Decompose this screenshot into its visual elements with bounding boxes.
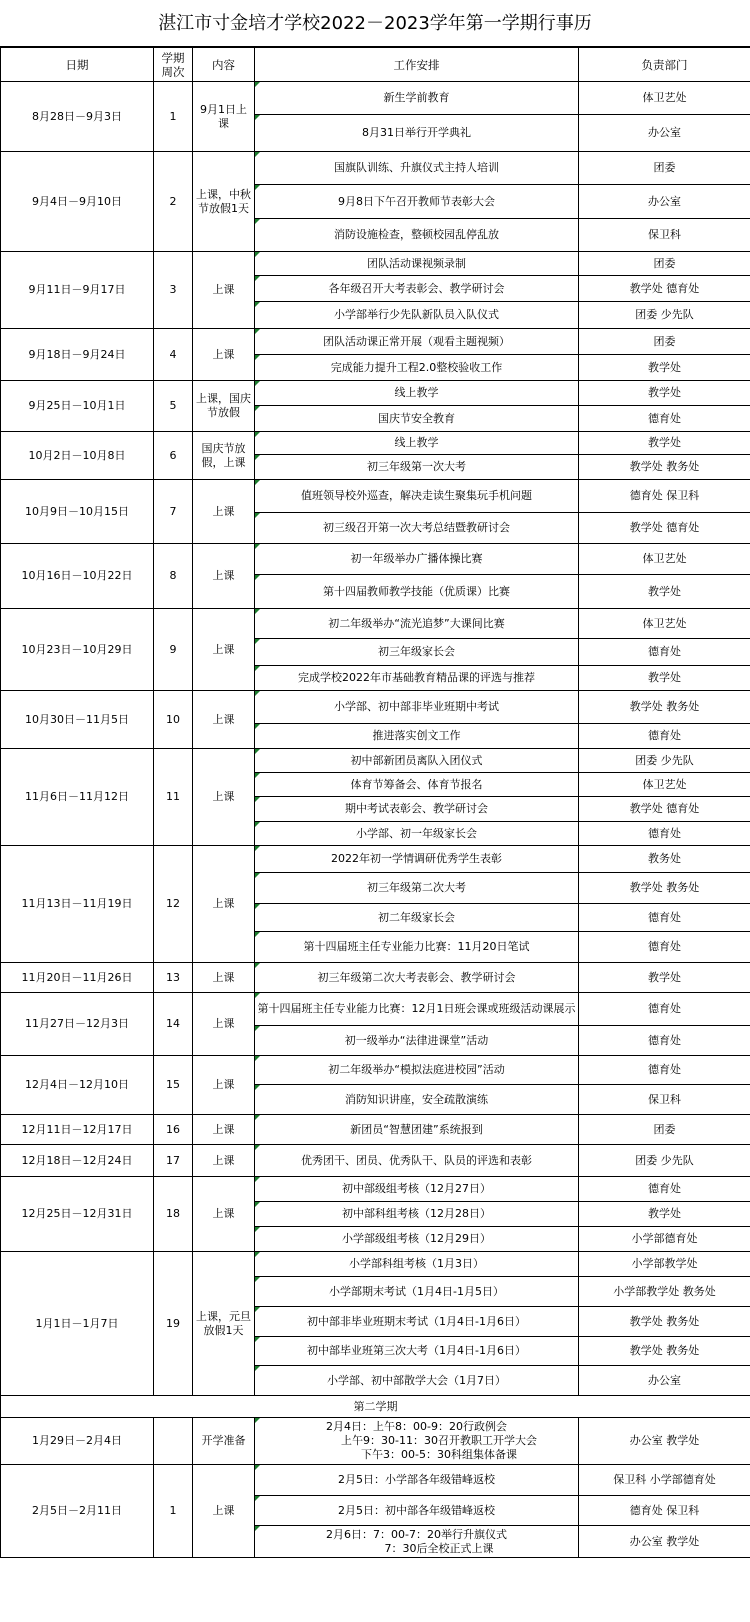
date-cell: 10月23日－10月29日 (1, 609, 154, 691)
content-cell: 上课 (193, 1115, 255, 1145)
content-cell: 上课 (193, 1465, 255, 1558)
task-cell: 新团员“智慧团建”系统报到 (255, 1115, 579, 1145)
table-row (1, 1145, 750, 1177)
table-row (1, 963, 750, 993)
dept-cell: 德育处 (579, 822, 750, 846)
content-cell: 上课 (193, 993, 255, 1056)
dept-cell: 教学处 (579, 963, 750, 993)
week-cell: 10 (154, 691, 193, 749)
task-cell (255, 1526, 579, 1558)
content-cell: 9月1日上课 (193, 82, 255, 152)
task-cell: 小学部科组考核（1月3日） (255, 1252, 579, 1277)
task-cell: 完成能力提升工程2.0整校验收工作 (255, 355, 579, 381)
task-cell: 2月5日：初中部各年级错峰返校 (255, 1496, 579, 1526)
dept-cell: 办公室 (579, 115, 750, 152)
task-cell: 初二年级举办“模拟法庭进校园”活动 (255, 1056, 579, 1085)
dept-cell: 保卫科 (579, 219, 750, 252)
dept-cell: 团委 少先队 (579, 302, 750, 329)
dept-cell: 教学处 (579, 355, 750, 381)
task-cell: 初一级举办“法律进课堂”活动 (255, 1026, 579, 1056)
semester2-label: 第二学期 (1, 1396, 750, 1418)
date-cell: 11月20日－11月26日 (1, 963, 154, 993)
table-row (1, 1465, 750, 1496)
dept-cell: 德育处 (579, 639, 750, 666)
table-row (1, 846, 750, 873)
dept-cell: 德育处 (579, 1056, 750, 1085)
content-cell: 上课 (193, 1056, 255, 1115)
content-cell: 上课，国庆节放假 (193, 381, 255, 432)
task-cell: 初中部新团员离队入团仪式 (255, 749, 579, 773)
task-cell: 初三年级第一次大考 (255, 455, 579, 480)
content-cell: 上课 (193, 480, 255, 544)
dept-cell: 办公室 (579, 1366, 750, 1396)
week-cell: 9 (154, 609, 193, 691)
dept-cell: 德育处 保卫科 (579, 1496, 750, 1526)
task-cell: 初中部科组考核（12月28日） (255, 1202, 579, 1227)
task-cell: 团队活动课正常开展（观看主题视频） (255, 329, 579, 355)
content-cell: 上课 (193, 963, 255, 993)
task-line: 下午3：00-5：30科组集体备课 (361, 1448, 517, 1461)
week-cell: 5 (154, 381, 193, 432)
table-row (1, 1252, 750, 1277)
dept-cell: 保卫科 小学部德育处 (579, 1465, 750, 1496)
task-line: 上午9：30-11：30召开教职工开学大会 (341, 1434, 537, 1447)
task-cell: 初中部非毕业班期末考试（1月4日-1月6日） (255, 1307, 579, 1337)
week-cell: 17 (154, 1145, 193, 1177)
task-cell: 完成学校2022年市基础教育精品课的评选与推荐 (255, 666, 579, 691)
task-cell: 各年级召开大考表彰会、教学研讨会 (255, 276, 579, 302)
task-cell: 9月8日下午召开教师节表彰大会 (255, 185, 579, 219)
header-date: 日期 (1, 48, 154, 82)
date-cell: 9月4日－9月10日 (1, 152, 154, 252)
dept-cell: 教学处 教务处 (579, 1337, 750, 1366)
table-row (1, 82, 750, 115)
content-cell: 上课 (193, 691, 255, 749)
dept-cell: 德育处 (579, 904, 750, 932)
task-cell: 小学部级组考核（12月29日） (255, 1227, 579, 1252)
content-cell: 上课 (193, 749, 255, 846)
dept-cell: 德育处 (579, 993, 750, 1026)
task-cell: 初中部毕业班第三次大考（1月4日-1月6日） (255, 1337, 579, 1366)
task-cell: 第十四届教师教学技能（优质课）比赛 (255, 575, 579, 609)
table-row (1, 993, 750, 1026)
week-cell: 12 (154, 846, 193, 963)
table-row (1, 691, 750, 724)
task-cell: 初二年级家长会 (255, 904, 579, 932)
task-cell: 小学部期末考试（1月4日-1月5日） (255, 1277, 579, 1307)
date-cell: 10月9日－10月15日 (1, 480, 154, 544)
content-cell: 国庆节放假，上课 (193, 432, 255, 480)
task-cell: 推进落实创文工作 (255, 724, 579, 749)
calendar-table (0, 47, 750, 1558)
content-cell: 上课 (193, 1145, 255, 1177)
dept-cell: 教学处 (579, 432, 750, 455)
task-cell: 值班领导校外巡查，解决走读生聚集玩手机问题 (255, 480, 579, 513)
task-cell: 小学部、初中部非毕业班期中考试 (255, 691, 579, 724)
task-cell: 8月31日举行开学典礼 (255, 115, 579, 152)
date-cell: 11月6日－11月12日 (1, 749, 154, 846)
dept-cell: 小学部德育处 (579, 1227, 750, 1252)
task-cell: 初二年级举办“流光追梦”大课间比赛 (255, 609, 579, 639)
task-cell: 线上教学 (255, 432, 579, 455)
dept-cell: 保卫科 (579, 1085, 750, 1115)
date-cell: 9月11日－9月17日 (1, 252, 154, 329)
date-cell: 11月27日－12月3日 (1, 993, 154, 1056)
week-cell: 1 (154, 1465, 193, 1558)
task-cell: 第十四届班主任专业能力比赛：12月1日班会课或班级活动课展示 (255, 993, 579, 1026)
task-cell: 初三年级家长会 (255, 639, 579, 666)
task-cell: 期中考试表彰会、教学研讨会 (255, 797, 579, 822)
dept-cell: 教学处 (579, 575, 750, 609)
semester2-section (1, 1396, 750, 1558)
date-cell: 9月25日－10月1日 (1, 381, 154, 432)
week-cell: 19 (154, 1252, 193, 1396)
task-cell: 初三年级第二次大考表彰会、教学研讨会 (255, 963, 579, 993)
dept-cell: 团委 (579, 1115, 750, 1145)
content-cell: 开学准备 (193, 1418, 255, 1465)
header-row (1, 48, 750, 82)
task-line: 7：30后全校正式上课 (384, 1541, 494, 1555)
dept-cell: 体卫艺处 (579, 773, 750, 797)
dept-cell: 团委 少先队 (579, 1145, 750, 1177)
header-week: 学期周次 (154, 48, 193, 82)
task-cell: 团队活动课视频录制 (255, 252, 579, 276)
task-cell: 新生学前教育 (255, 82, 579, 115)
dept-cell: 团委 (579, 252, 750, 276)
task-line: 2月6日：7：00-7：20举行升旗仪式 (326, 1527, 507, 1541)
dept-cell: 德育处 (579, 406, 750, 432)
dept-cell: 小学部教学处 (579, 1252, 750, 1277)
dept-cell: 教学处 教务处 (579, 691, 750, 724)
week-rows (1, 82, 750, 1396)
table-row (1, 1115, 750, 1145)
dept-cell: 小学部教学处 教务处 (579, 1277, 750, 1307)
task-cell: 初三年级第二次大考 (255, 873, 579, 904)
task-cell: 消防设施检查，整顿校园乱停乱放 (255, 219, 579, 252)
task-cell: 国旗队训练、升旗仪式主持人培训 (255, 152, 579, 185)
dept-cell: 德育处 (579, 932, 750, 963)
task-cell: 初中部级组考核（12月27日） (255, 1177, 579, 1202)
dept-cell: 德育处 (579, 724, 750, 749)
week-cell: 1 (154, 82, 193, 152)
content-cell: 上课 (193, 609, 255, 691)
table-row (1, 480, 750, 513)
content-cell: 上课 (193, 1177, 255, 1252)
table-row (1, 329, 750, 355)
dept-cell: 德育处 (579, 1177, 750, 1202)
task-cell: 小学部、初一年级家长会 (255, 822, 579, 846)
dept-cell: 教学处 教务处 (579, 1307, 750, 1337)
dept-cell: 教务处 (579, 846, 750, 873)
dept-cell: 教学处 (579, 381, 750, 406)
dept-cell: 团委 (579, 329, 750, 355)
dept-cell: 教学处 德育处 (579, 513, 750, 544)
week-cell: 2 (154, 152, 193, 252)
content-cell: 上课 (193, 252, 255, 329)
task-cell: 国庆节安全教育 (255, 406, 579, 432)
date-cell: 2月5日－2月11日 (1, 1465, 154, 1558)
dept-cell: 团委 少先队 (579, 749, 750, 773)
dept-cell: 教学处 德育处 (579, 797, 750, 822)
dept-cell: 办公室 教学处 (579, 1526, 750, 1558)
date-cell: 10月16日－10月22日 (1, 544, 154, 609)
date-cell: 1月1日－1月7日 (1, 1252, 154, 1396)
semester2-label-row (1, 1396, 750, 1418)
table-row (1, 609, 750, 639)
dept-cell: 德育处 保卫科 (579, 480, 750, 513)
header-arrangement: 工作安排 (255, 48, 579, 82)
week-cell: 3 (154, 252, 193, 329)
date-cell: 12月18日－12月24日 (1, 1145, 154, 1177)
content-cell: 上课，元旦放假1天 (193, 1252, 255, 1396)
date-cell: 12月25日－12月31日 (1, 1177, 154, 1252)
dept-cell: 德育处 (579, 1026, 750, 1056)
table-row (1, 432, 750, 455)
table-row (1, 381, 750, 406)
task-cell: 2月5日：小学部各年级错峰返校 (255, 1465, 579, 1496)
dept-cell: 教学处 德育处 (579, 276, 750, 302)
task-cell: 线上教学 (255, 381, 579, 406)
task-cell: 优秀团干、团员、优秀队干、队员的评选和表彰 (255, 1145, 579, 1177)
date-cell: 10月2日－10月8日 (1, 432, 154, 480)
task-cell: 2022年初一学情调研优秀学生表彰 (255, 846, 579, 873)
page-title: 湛江市寸金培才学校2022－2023学年第一学期行事历 (0, 0, 750, 47)
task-cell: 小学部、初中部散学大会（1月7日） (255, 1366, 579, 1396)
week-cell: 13 (154, 963, 193, 993)
content-cell: 上课 (193, 846, 255, 963)
dept-cell: 办公室 教学处 (579, 1418, 750, 1465)
task-cell (255, 1418, 579, 1465)
table-row (1, 1418, 750, 1465)
task-line: 2月4日：上午8：00-9：20行政例会 (326, 1420, 507, 1433)
task-cell: 第十四届班主任专业能力比赛：11月20日笔试 (255, 932, 579, 963)
dept-cell: 教学处 (579, 1202, 750, 1227)
date-cell: 11月13日－11月19日 (1, 846, 154, 963)
week-cell: 7 (154, 480, 193, 544)
week-cell: 11 (154, 749, 193, 846)
content-cell: 上课，中秋节放假1天 (193, 152, 255, 252)
task-cell: 体育节筹备会、体育节报名 (255, 773, 579, 797)
table-row (1, 544, 750, 575)
task-cell: 小学部举行少先队新队员入队仪式 (255, 302, 579, 329)
date-cell: 12月4日－12月10日 (1, 1056, 154, 1115)
week-cell: 6 (154, 432, 193, 480)
task-cell: 初三级召开第一次大考总结暨教研讨会 (255, 513, 579, 544)
table-row (1, 1177, 750, 1202)
week-cell (154, 1418, 193, 1465)
header-department: 负责部门 (579, 48, 750, 82)
dept-cell: 教学处 教务处 (579, 873, 750, 904)
dept-cell: 教学处 (579, 666, 750, 691)
table-row (1, 252, 750, 276)
week-cell: 16 (154, 1115, 193, 1145)
dept-cell: 团委 (579, 152, 750, 185)
table-row (1, 1056, 750, 1085)
task-cell: 初一年级举办广播体操比赛 (255, 544, 579, 575)
task-cell: 消防知识讲座，安全疏散演练 (255, 1085, 579, 1115)
week-cell: 8 (154, 544, 193, 609)
dept-cell: 办公室 (579, 185, 750, 219)
dept-cell: 体卫艺处 (579, 609, 750, 639)
table-row (1, 152, 750, 185)
date-cell: 9月18日－9月24日 (1, 329, 154, 381)
date-cell: 10月30日－11月5日 (1, 691, 154, 749)
date-cell: 12月11日－12月17日 (1, 1115, 154, 1145)
content-cell: 上课 (193, 329, 255, 381)
date-cell: 1月29日－2月4日 (1, 1418, 154, 1465)
week-cell: 14 (154, 993, 193, 1056)
date-cell: 8月28日－9月3日 (1, 82, 154, 152)
dept-cell: 教学处 教务处 (579, 455, 750, 480)
header-content: 内容 (193, 48, 255, 82)
content-cell: 上课 (193, 544, 255, 609)
week-cell: 15 (154, 1056, 193, 1115)
week-cell: 18 (154, 1177, 193, 1252)
dept-cell: 体卫艺处 (579, 82, 750, 115)
table-row (1, 749, 750, 773)
dept-cell: 体卫艺处 (579, 544, 750, 575)
week-cell: 4 (154, 329, 193, 381)
